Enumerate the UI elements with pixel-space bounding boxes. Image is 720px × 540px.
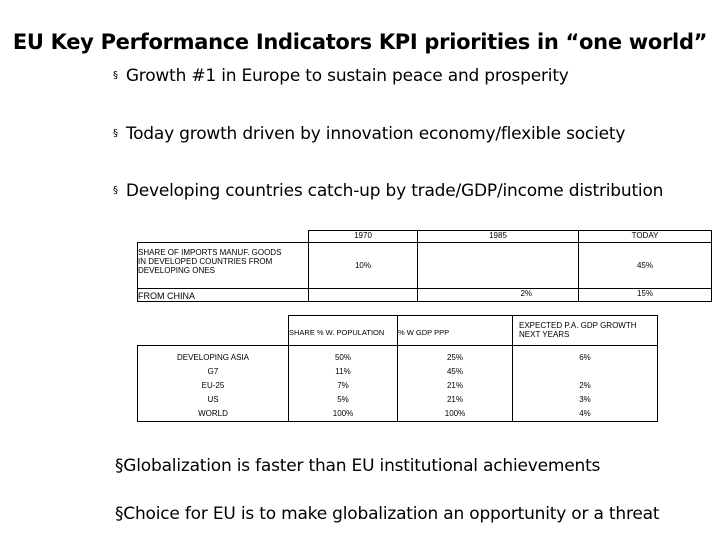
row-label-imports: SHARE OF IMPORTS MANUF. GOODS IN DEVELOPED COUNTRIES FROM DEVELOPING ONES (138, 243, 309, 289)
imports-share-table (137, 230, 712, 302)
header-1985: 1985 (418, 231, 579, 243)
bullet-text: Growth #1 in Europe to sustain peace and prosperity (125, 66, 569, 86)
cell-imports-1970: 10% (309, 243, 418, 289)
bullet-choice: §Choice for EU is to make globalization an opportunity or a threat (115, 504, 660, 524)
header-gdp: % W GDP PPP (398, 316, 513, 346)
bullet-globalization: §Globalization is faster than EU institutional achievements (115, 456, 601, 476)
empty-header-cell (138, 231, 309, 243)
bullet-developing (113, 181, 663, 201)
row-label-china: FROM CHINA (138, 289, 309, 302)
header-population: SHARE % W. POPULATION (289, 316, 398, 346)
bullet-innovation (113, 124, 625, 144)
cell-imports-today: 45% (579, 243, 712, 289)
bullet-text: Today growth driven by innovation economy/flexible society (125, 124, 626, 144)
bullet-text: Developing countries catch-up by trade/GDP/income distribution (125, 181, 664, 201)
region-list: DEVELOPING ASIA G7 EU-25 US WORLD (138, 346, 289, 422)
bullet-marker: § (113, 70, 118, 81)
cell-imports-1985 (418, 243, 579, 289)
slide-title: EU Key Performance Indicators KPI priorities in “one world” (12, 30, 708, 54)
cell-china-1970 (309, 289, 418, 302)
bullet-growth (113, 66, 569, 86)
bullet-marker: § (113, 128, 118, 139)
growth-values: 6% 2% 3% 4% (513, 346, 658, 422)
gdp-values: 25% 45% 21% 21% 100% (398, 346, 513, 422)
header-1970: 1970 (309, 231, 418, 243)
population-values: 50% 11% 7% 5% 100% (289, 346, 398, 422)
header-today: TODAY (579, 231, 712, 243)
empty-header-cell (138, 316, 289, 346)
cell-china-today: 15% (579, 289, 712, 302)
world-share-table (137, 315, 658, 422)
header-growth: EXPECTED P.A. GDP GROWTH NEXT YEARS (513, 316, 658, 346)
cell-china-1985: 2% (418, 289, 579, 302)
bullet-marker: § (113, 185, 118, 196)
